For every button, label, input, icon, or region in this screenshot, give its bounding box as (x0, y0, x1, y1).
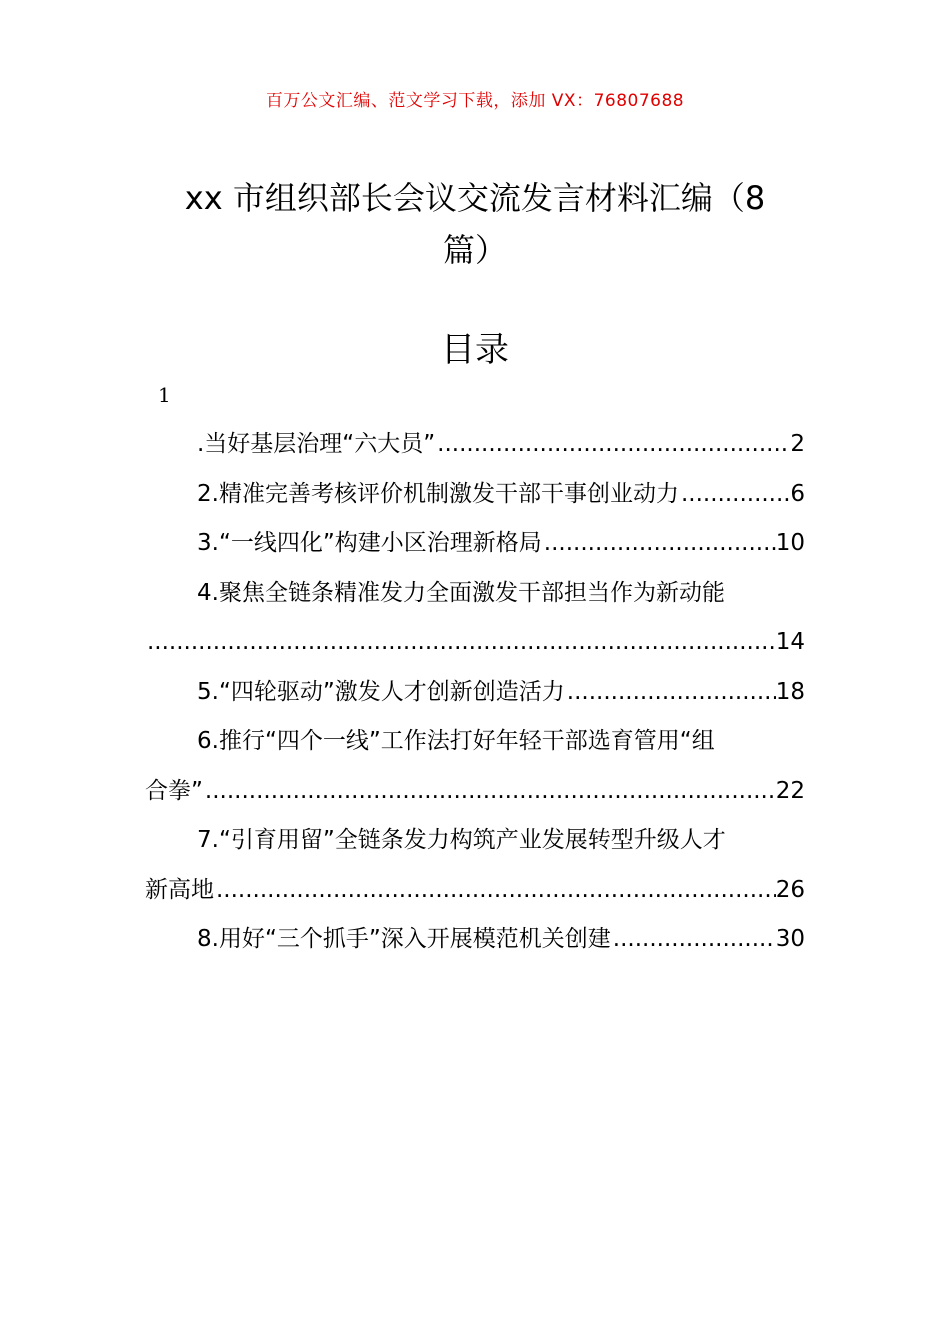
toc-leader-dots (679, 470, 790, 520)
toc-entry-text: 3.“一线四化”构建小区治理新格局 (197, 530, 542, 556)
toc-leader-dots (611, 915, 776, 965)
toc-page-number: 22 (775, 777, 805, 804)
toc-entry[interactable] (145, 569, 805, 668)
toc-entry[interactable] (145, 420, 805, 470)
toc-heading: 目录 (441, 330, 509, 370)
toc-entry[interactable] (145, 915, 805, 965)
toc-entry[interactable] (145, 470, 805, 520)
toc-leader-dots (214, 866, 776, 916)
toc-page-number: 14 (775, 629, 805, 655)
toc-entry-line (145, 717, 805, 767)
toc-entry-text: .当好基层治理“六大员” (197, 431, 436, 457)
toc-entry-line (145, 866, 805, 916)
toc-page-number: 6 (790, 480, 805, 507)
toc-entry-line (145, 767, 805, 817)
toc-leader-dots (145, 618, 776, 668)
table-of-contents (145, 420, 805, 965)
toc-entry-line (145, 569, 805, 619)
title-line-1: xx 市组织部长会议交流发言材料汇编（8 (184, 179, 766, 217)
toc-leader-dots (565, 668, 776, 718)
toc-page-number: 10 (775, 530, 805, 556)
toc-entry-text: 8.用好“三个抓手”深入开展模范机关创建 (197, 926, 611, 952)
toc-entry-text: 新高地 (145, 876, 214, 903)
toc-entry-line (145, 618, 805, 668)
toc-leader-dots (435, 420, 790, 470)
title-line-2: 篇） (442, 231, 507, 269)
toc-entry[interactable] (145, 816, 805, 915)
header-note: 百万公文汇编、范文学习下载，添加 VX：76807688 (265, 91, 685, 111)
toc-entry-text: 7.“引育用留”全链条发力构筑产业发展转型升级人才 (197, 827, 726, 853)
toc-entry-line (145, 915, 805, 965)
toc-entry-line (145, 470, 805, 520)
toc-entry-text: 6.推行“四个一线”工作法打好年轻干部选育管用“组 (197, 728, 715, 754)
toc-entry[interactable] (145, 668, 805, 718)
toc-entry-line (145, 420, 805, 470)
toc-page-number: 26 (775, 876, 805, 903)
toc-page-number: 18 (775, 678, 805, 705)
document-title (140, 172, 810, 276)
toc-entry-line (145, 668, 805, 718)
toc-page-number: 2 (790, 431, 805, 457)
toc-entry-text: 5.“四轮驱动”激发人才创新创造活力 (197, 678, 565, 705)
toc-entry[interactable] (145, 519, 805, 569)
toc-leader-dots (203, 767, 776, 817)
toc-entry-text: 合拳” (145, 777, 203, 804)
toc-entry-line (145, 816, 805, 866)
toc-entry-line (145, 519, 805, 569)
toc-entry-text: 2.精准完善考核评价机制激发干部干事创业动力 (197, 480, 679, 507)
toc-marker: 1 (158, 383, 171, 407)
toc-entry-text: 4.聚焦全链条精准发力全面激发干部担当作为新动能 (197, 579, 725, 606)
toc-page-number: 30 (775, 926, 805, 952)
toc-leader-dots (542, 519, 776, 569)
toc-entry[interactable] (145, 717, 805, 816)
